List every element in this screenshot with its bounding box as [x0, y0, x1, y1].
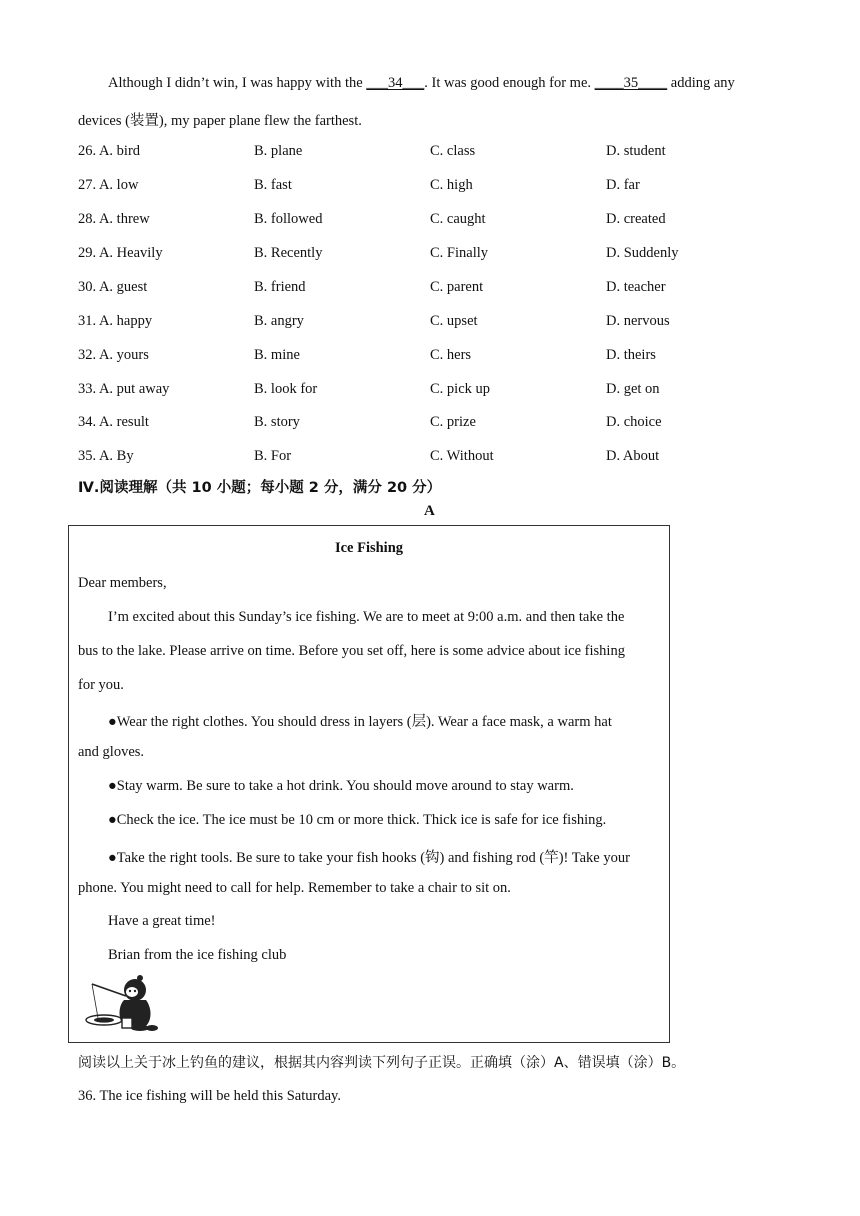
option-a: 34. A. result	[78, 414, 149, 430]
passage-line-1	[108, 75, 735, 92]
option-a: 26. A. bird	[78, 143, 141, 159]
option-a: 33. A. put away	[78, 381, 170, 397]
option-c: C. hers	[430, 347, 472, 363]
ice-fisher-illustration	[80, 970, 162, 1034]
option-row-26	[78, 143, 778, 163]
notice-signature: Brian from the ice fishing club	[108, 947, 287, 963]
notice-paragraph-line: bus to the lake. Please arrive on time. Before you set off, here is some advice about ice fishing	[78, 643, 625, 659]
option-c: C. parent	[430, 279, 484, 295]
option-a: 27. A. low	[78, 177, 139, 193]
option-b: B. plane	[254, 143, 303, 159]
option-d: D. nervous	[606, 313, 670, 329]
option-b: B. angry	[254, 313, 304, 329]
option-c: C. pick up	[430, 381, 491, 397]
passage-text: Although I didn’t win, I was happy with the	[108, 75, 367, 91]
notice-paragraph-line: for you.	[78, 677, 124, 693]
passage-text: . It was good enough for me.	[424, 75, 595, 91]
option-d: D. choice	[606, 414, 662, 430]
option-c: C. prize	[430, 414, 476, 430]
passage-text: adding any	[667, 75, 735, 91]
option-row-28	[78, 211, 778, 231]
option-row-31	[78, 313, 778, 333]
option-c: C. class	[430, 143, 476, 159]
option-a: 35. A. By	[78, 448, 134, 464]
option-c: C. high	[430, 177, 473, 193]
instruction-text: 阅读以上关于冰上钓鱼的建议，根据其内容判读下列句子正误。正确填（涂）A、错误填（涂）B。	[78, 1055, 686, 1071]
option-row-35	[78, 448, 778, 468]
option-b: B. story	[254, 414, 300, 430]
option-a: 28. A. threw	[78, 211, 150, 227]
blank-34: ___34___	[366, 75, 425, 91]
notice-bullet-ice: ●Check the ice. The ice must be 10 cm or more thick. Thick ice is safe for ice fishing.	[108, 812, 607, 828]
notice-bullet-tools-cont: phone. You might need to call for help. Remember to take a chair to sit on.	[78, 880, 511, 896]
notice-paragraph-line: I’m excited about this Sunday’s ice fishing. We are to meet at 9:00 a.m. and then take the	[108, 609, 625, 625]
option-c: C. caught	[430, 211, 486, 227]
option-b: B. mine	[254, 347, 300, 363]
option-b: B. Recently	[254, 245, 323, 261]
notice-closing: Have a great time!	[108, 913, 216, 929]
option-d: D. get on	[606, 381, 660, 397]
option-row-27	[78, 177, 778, 197]
option-d: D. student	[606, 143, 666, 159]
option-row-30	[78, 279, 778, 299]
option-b: B. fast	[254, 177, 292, 193]
option-c: C. Without	[430, 448, 494, 464]
option-d: D. created	[606, 211, 666, 227]
section-letter: A	[424, 503, 435, 519]
option-d: D. teacher	[606, 279, 666, 295]
option-b: B. friend	[254, 279, 306, 295]
option-b: B. For	[254, 448, 292, 464]
notice-bullet-tools: ●Take the right tools. Be sure to take your fish hooks (钩) and fishing rod (竿)! Take your	[108, 850, 630, 866]
option-d: D. Suddenly	[606, 245, 679, 261]
option-row-33	[78, 381, 778, 401]
passage-line-2: devices (装置), my paper plane flew the farthest.	[78, 113, 362, 129]
option-a: 30. A. guest	[78, 279, 148, 295]
notice-bullet-clothes: ●Wear the right clothes. You should dress in layers (层). Wear a face mask, a warm hat	[108, 714, 612, 730]
notice-bullet-warm: ●Stay warm. Be sure to take a hot drink. You should move around to stay warm.	[108, 778, 574, 794]
option-b: B. look for	[254, 381, 318, 397]
option-row-29	[78, 245, 778, 265]
option-a: 32. A. yours	[78, 347, 149, 363]
option-row-32	[78, 347, 778, 367]
option-d: D. theirs	[606, 347, 656, 363]
blank-35: ____35____	[594, 75, 668, 91]
option-b: B. followed	[254, 211, 323, 227]
option-d: D. far	[606, 177, 640, 193]
option-a: 31. A. happy	[78, 313, 153, 329]
section-heading: Ⅳ.阅读理解（共 10 小题；每小题 2 分，满分 20 分）	[78, 480, 442, 496]
notice-greeting: Dear members,	[78, 575, 167, 591]
option-row-34	[78, 414, 778, 434]
notice-bullet-clothes-cont: and gloves.	[78, 744, 145, 760]
notice-title: Ice Fishing	[334, 540, 404, 556]
question-36: 36. The ice fishing will be held this Saturday.	[78, 1088, 341, 1104]
option-c: C. Finally	[430, 245, 489, 261]
option-d: D. About	[606, 448, 660, 464]
option-c: C. upset	[430, 313, 478, 329]
option-a: 29. A. Heavily	[78, 245, 163, 261]
